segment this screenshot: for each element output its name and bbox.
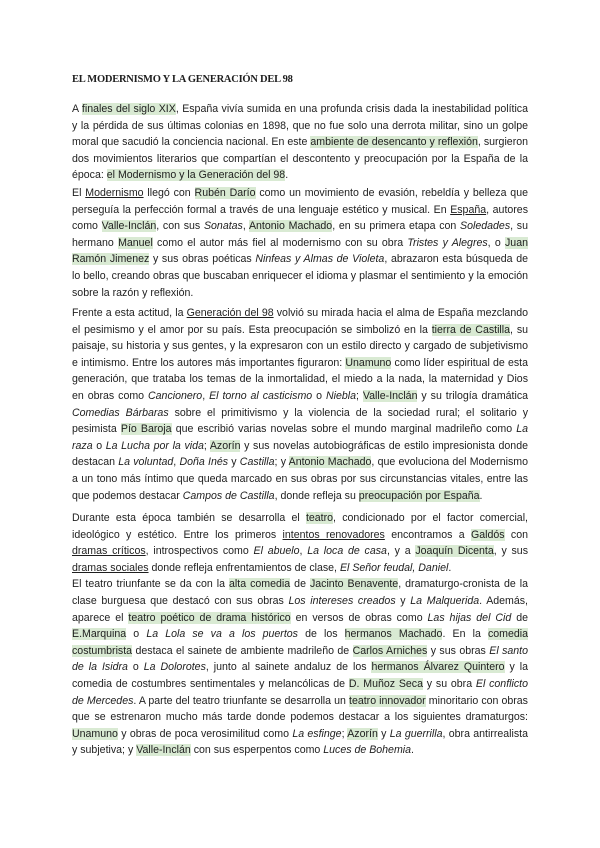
text-run: encontramos a <box>384 528 471 541</box>
work-title: Los intereses creados <box>288 594 396 607</box>
text-run: ; <box>203 439 210 452</box>
text-run: o <box>312 389 326 402</box>
text-run: con <box>504 528 528 541</box>
text-run: de <box>511 611 528 624</box>
highlighted-text: E.Marquina <box>72 628 127 641</box>
text-run: , junto al sainete andaluz de los <box>205 661 372 674</box>
highlighted-text: preocupación por España <box>358 489 480 502</box>
text-run: ; y <box>274 456 289 469</box>
text-run: o <box>92 439 106 452</box>
text-run: y su obra <box>423 677 476 690</box>
highlighted-text: alta comedia <box>229 578 291 591</box>
text-run: , España vivía sumida en una profunda crisis dada la inestabilidad política y la pérdida de sus últimas colonias en 1898, que no fue solo una derrota militar, sino un golpe moral que sacudió la conciencia nacional. En este <box>72 103 528 149</box>
text-run: , donde refleja su <box>274 489 359 502</box>
text-run: , autores como <box>72 203 528 233</box>
work-title: La Malquerida <box>410 594 480 607</box>
text-run: donde refleja enfrentamientos de clase, <box>148 561 340 574</box>
text-run: . A parte del teatro triunfante se desarrolla un <box>133 694 349 707</box>
text-run: con sus esperpentos como <box>190 744 324 757</box>
underlined-text: Modernismo <box>85 187 144 199</box>
text-run: como líder espiritual de esta generación, que trataba los temas de la inmortalidad, el miedo a la nada, la maternidad y Dios en obras como <box>72 356 528 402</box>
underlined-text: Generación del 98 <box>186 307 274 319</box>
text-run: , <box>202 389 210 402</box>
highlighted-text: teatro <box>305 512 334 524</box>
underlined-text: España <box>450 203 487 216</box>
work-title: La Lucha por la vida <box>105 439 204 452</box>
text-run: Durante esta época también se desarrolla el <box>72 512 306 524</box>
highlighted-text: Jacinto Benavente <box>309 578 399 591</box>
text-run: , <box>173 456 180 469</box>
highlighted-text: Unamuno <box>345 356 392 369</box>
text-run: , con sus <box>156 220 204 233</box>
highlighted-text: tierra de Castilla <box>431 323 511 336</box>
work-title: La guerrilla <box>389 727 443 740</box>
text-run: , que evoluciona del Modernismo a un tono más íntimo que queda marcado en sus obras por sus circunstancias vitales, entre las que podemos destacar <box>72 456 528 502</box>
paragraph-modernismo <box>72 185 528 301</box>
work-title: Cancionero <box>148 389 203 402</box>
text-run: ; <box>341 727 348 740</box>
work-title: Sonatas <box>203 220 243 233</box>
text-run: , o <box>487 236 505 249</box>
highlighted-text: hermanos Machado <box>344 628 443 641</box>
work-title: La voluntad <box>118 456 174 469</box>
underlined-text: dramas sociales <box>72 561 149 574</box>
text-run: , su hermano <box>72 220 528 249</box>
text-run: ; <box>356 389 363 402</box>
highlighted-text: Azorín <box>209 439 241 452</box>
text-run: , dramaturgo-cronista de la clase burguesa que destacó con sus obras <box>72 578 528 607</box>
highlighted-text: Pío Baroja <box>120 423 172 436</box>
text-run: que escribió varias novelas sobre el mundo marginal madrileño como <box>171 423 517 436</box>
highlighted-text: teatro innovador <box>349 694 426 707</box>
highlighted-text: finales del siglo XIX <box>81 103 176 115</box>
text-run: y obras de poca verosimilitud como <box>117 727 293 740</box>
text-run: destaca el sainete de ambiente madrileño de <box>132 644 353 657</box>
text-run: , <box>242 220 249 233</box>
work-title: La raza <box>72 423 529 452</box>
text-run: y la comedia de costumbres sentimentales y melancólicas de <box>72 661 529 690</box>
text-run: , y a <box>386 545 416 558</box>
highlighted-text: Azorín <box>347 727 378 740</box>
work-title: La loca de casa <box>307 545 387 558</box>
work-title: La esfinge <box>292 727 342 740</box>
text-run: y sus novelas autobiográficas de estilo impresionista donde destacan <box>72 439 528 469</box>
highlighted-text: comedia costumbrista <box>72 628 528 657</box>
text-run: , introspectivos como <box>145 545 254 558</box>
highlighted-text: teatro poético de drama histórico <box>128 611 291 624</box>
highlighted-text: Valle-Inclán <box>136 744 191 757</box>
paragraph-teatro <box>72 510 528 759</box>
text-run: minoritario con obras que se estrenaron mucho más tarde donde podemos destacar a los siguientes dramaturgos: <box>72 694 528 724</box>
work-title: Campos de Castilla <box>182 489 275 502</box>
highlighted-text: Juan Ramón Jimenez <box>72 236 528 266</box>
work-title: Ninfeas y Almas de Violeta <box>255 253 385 266</box>
text-run: . Además, aparece el <box>72 594 528 624</box>
text-run: . En la <box>442 628 488 641</box>
work-title: Las hijas del Cid <box>427 611 512 624</box>
text-run: o <box>126 628 147 641</box>
text-run: , su paisaje, su historia y sus gentes, y la expresaron con un estilo directo y cargado de subjetivismo e intimismo. Entre los autores más importantes figuraron: <box>72 323 529 369</box>
highlighted-text: Antonio Machado <box>288 456 372 469</box>
underlined-text: intentos renovadores <box>282 528 385 541</box>
work-title: Niebla <box>325 389 356 402</box>
text-run: y <box>377 727 390 740</box>
paragraph-generacion-98 <box>72 305 528 504</box>
highlighted-text: Valle-Inclán <box>362 389 418 402</box>
highlighted-text: Galdós <box>471 528 505 541</box>
highlighted-text: Unamuno <box>72 727 118 740</box>
text-run: y <box>228 456 240 469</box>
text-run: El <box>72 187 86 199</box>
work-title: Comedias Bárbaras <box>72 406 169 419</box>
text-run: y sus obras <box>427 644 490 657</box>
highlighted-text: Antonio Machado <box>248 220 333 233</box>
paragraph-intro <box>72 101 528 184</box>
text-run: , surgieron dos movimientos literarios que compartían el descontento y preocupación por la España de la época: <box>72 136 528 182</box>
work-title: Castilla <box>239 456 275 469</box>
text-run: sobre el primitivismo y la violencia de la sociedad rural; el solitario y pesimista <box>72 406 528 436</box>
text-run: , abrazaron esta búsqueda de lo bello, creando obras que buscaban enriquecer el idioma y plasmar el sentimiento y la emoción sobre la razón y reflexión. <box>72 253 529 299</box>
text-run: o <box>127 661 144 674</box>
text-run: , y sus <box>493 545 528 558</box>
highlighted-text: Rubén Darío <box>194 187 256 199</box>
highlighted-text: Carlos Arniches <box>352 644 428 657</box>
text-run: y su trilogía dramática <box>417 389 529 402</box>
work-title: La Dolorotes <box>143 661 206 674</box>
document-title: EL MODERNISMO Y LA GENERACIÓN DEL 98 <box>72 74 293 85</box>
highlighted-text: ambiente de desencanto y reflexión <box>310 136 478 149</box>
text-run: de los <box>297 628 345 641</box>
work-title: El conflicto de Mercedes <box>72 677 528 707</box>
text-run: . <box>448 561 452 574</box>
text-run: , obra antirrealista y subjetiva; y <box>72 727 529 757</box>
text-run: A <box>72 103 82 115</box>
text-run: y sus obras poéticas <box>149 253 256 266</box>
text-run: . <box>479 489 483 502</box>
highlighted-text: D. Muñoz Seca <box>348 677 423 690</box>
text-run: . <box>285 169 289 182</box>
text-run: y <box>395 594 411 607</box>
highlighted-text: Valle-Inclán <box>101 220 157 233</box>
text-run: de <box>290 578 310 591</box>
underlined-text: dramas críticos <box>72 545 146 558</box>
text-run: . <box>411 744 414 757</box>
work-title: Soledades <box>460 220 511 233</box>
highlighted-text: Joaquín Dicenta <box>415 545 494 558</box>
highlighted-text: el Modernismo y la Generación del 98 <box>106 169 286 182</box>
text-run: Frente a esta actitud, la <box>72 307 187 319</box>
text-run: , <box>299 545 308 558</box>
text-run: en versos de obras como <box>290 611 428 624</box>
text-run: como un movimiento de evasión, rebeldía y belleza que perseguía la perfección formal a través de una lenguaje estético y musical. En <box>72 187 528 216</box>
text-run: llegó con <box>143 187 195 199</box>
work-title: El abuelo <box>253 545 300 558</box>
work-title: El santo de la Isidra <box>72 644 529 674</box>
highlighted-text: hermanos Álvarez Quintero <box>371 661 505 674</box>
text-run: , en su primera etapa con <box>332 220 461 233</box>
work-title: Tristes y Alegres <box>407 236 488 249</box>
work-title: El torno al casticismo <box>209 389 313 402</box>
text-run: volvió su mirada hacia el alma de España mezclando el pesimismo y el amor por su país. Esta preocupación se simbolizó en la <box>72 307 528 336</box>
work-title: Luces de Bohemia <box>323 744 412 757</box>
work-title: Doña Inés <box>179 456 229 469</box>
text-run: , condicionado por el factor comercial, ideológico y estético. Entre los primeros <box>72 512 528 541</box>
work-title: La Lola se va a los puertos <box>146 628 298 641</box>
text-run: El teatro triunfante se da con la <box>72 578 230 591</box>
highlighted-text: Manuel <box>118 236 153 249</box>
text-run: como el autor más fiel al modernismo con su obra <box>152 236 408 249</box>
work-title: El Señor feudal, Daniel <box>339 561 449 574</box>
